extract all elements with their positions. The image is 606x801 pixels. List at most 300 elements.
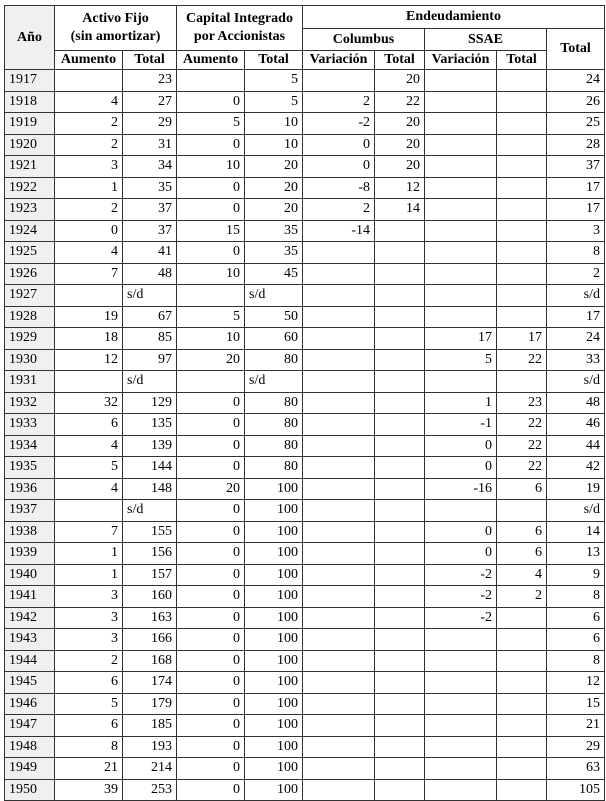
activo-fijo-aumento-cell: 8: [55, 736, 123, 758]
year-cell: 1925: [5, 242, 55, 264]
year-cell: 1927: [5, 285, 55, 307]
capital-aumento-cell: 5: [177, 306, 245, 328]
year-cell: 1918: [5, 91, 55, 113]
year-cell: 1936: [5, 478, 55, 500]
activo-fijo-aumento-cell: 4: [55, 435, 123, 457]
columbus-total-cell: [375, 263, 425, 285]
activo-fijo-aumento-cell: [55, 285, 123, 307]
ssae-total-cell: 6: [497, 478, 547, 500]
cap-aumento-header: Aumento: [177, 51, 245, 70]
activo-fijo-total-cell: 135: [123, 414, 177, 436]
total-cell: 48: [547, 392, 605, 414]
ssae-total-cell: [497, 91, 547, 113]
total-cell: 19: [547, 478, 605, 500]
table-row: [5, 629, 605, 651]
capital-aumento-cell: 0: [177, 177, 245, 199]
ssae-variacion-cell: [425, 306, 497, 328]
capital-aumento-cell: 0: [177, 715, 245, 737]
activo-fijo-aumento-cell: 12: [55, 349, 123, 371]
capital-total-cell: 80: [245, 457, 303, 479]
ssae-variacion-cell: [425, 650, 497, 672]
activo-fijo-aumento-cell: 19: [55, 306, 123, 328]
table-row: [5, 715, 605, 737]
capital-aumento-cell: 0: [177, 672, 245, 694]
columbus-total-cell: [375, 564, 425, 586]
ssae-total-cell: [497, 113, 547, 135]
columbus-variacion-header: Variación: [303, 51, 375, 70]
total-cell: s/d: [547, 371, 605, 393]
ssae-variacion-cell: [425, 220, 497, 242]
activo-fijo-total-cell: 174: [123, 672, 177, 694]
activo-fijo-total-cell: 29: [123, 113, 177, 135]
ssae-total-cell: [497, 220, 547, 242]
activo-fijo-total-cell: 163: [123, 607, 177, 629]
ssae-total-cell: 22: [497, 435, 547, 457]
activo-fijo-aumento-cell: 21: [55, 758, 123, 780]
year-cell: 1949: [5, 758, 55, 780]
columbus-variacion-cell: [303, 392, 375, 414]
total-cell: 3: [547, 220, 605, 242]
columbus-variacion-cell: [303, 414, 375, 436]
table-row: [5, 650, 605, 672]
total-cell: 17: [547, 306, 605, 328]
ssae-total-cell: [497, 715, 547, 737]
capital-total-cell: 20: [245, 199, 303, 221]
capital-aumento-cell: [177, 371, 245, 393]
year-cell: 1920: [5, 134, 55, 156]
columbus-variacion-cell: [303, 285, 375, 307]
ssae-variacion-cell: 5: [425, 349, 497, 371]
capital-total-cell: 10: [245, 134, 303, 156]
activo-fijo-aumento-cell: 2: [55, 199, 123, 221]
activo-fijo-total-cell: s/d: [123, 285, 177, 307]
endeudamiento-header: Endeudamiento: [303, 6, 605, 29]
activo-fijo-total-cell: 148: [123, 478, 177, 500]
total-cell: 26: [547, 91, 605, 113]
capital-total-cell: 80: [245, 435, 303, 457]
capital-total-cell: 100: [245, 650, 303, 672]
table-row: [5, 457, 605, 479]
columbus-variacion-cell: [303, 543, 375, 565]
activo-fijo-aumento-cell: [55, 500, 123, 522]
ssae-variacion-cell: [425, 500, 497, 522]
ssae-total-cell: [497, 672, 547, 694]
table-row: [5, 220, 605, 242]
columbus-variacion-cell: -14: [303, 220, 375, 242]
capital-total-cell: 100: [245, 543, 303, 565]
columbus-total-cell: [375, 371, 425, 393]
table-row: [5, 328, 605, 350]
capital-aumento-cell: 0: [177, 457, 245, 479]
ssae-variacion-cell: [425, 177, 497, 199]
activo-fijo-total-cell: 185: [123, 715, 177, 737]
ssae-variacion-cell: [425, 629, 497, 651]
activo-fijo-total-cell: 37: [123, 199, 177, 221]
capital-aumento-cell: 0: [177, 392, 245, 414]
total-cell: 63: [547, 758, 605, 780]
activo-fijo-total-cell: 193: [123, 736, 177, 758]
table-row: [5, 543, 605, 565]
ssae-total-cell: 23: [497, 392, 547, 414]
activo-fijo-total-cell: 168: [123, 650, 177, 672]
capital-aumento-cell: 15: [177, 220, 245, 242]
table-row: [5, 500, 605, 522]
activo-fijo-aumento-cell: 3: [55, 607, 123, 629]
total-cell: 24: [547, 70, 605, 92]
columbus-variacion-cell: 0: [303, 156, 375, 178]
activo-fijo-aumento-cell: [55, 371, 123, 393]
activo-fijo-total-cell: 23: [123, 70, 177, 92]
activo-fijo-total-cell: s/d: [123, 371, 177, 393]
ssae-variacion-cell: [425, 715, 497, 737]
columbus-variacion-cell: [303, 586, 375, 608]
capital-total-cell: 100: [245, 629, 303, 651]
total-cell: 6: [547, 607, 605, 629]
activo-fijo-total-cell: 144: [123, 457, 177, 479]
ssae-header: SSAE: [425, 29, 547, 51]
year-cell: 1932: [5, 392, 55, 414]
columbus-variacion-cell: [303, 349, 375, 371]
columbus-total-header: Total: [375, 51, 425, 70]
af-aumento-header: Aumento: [55, 51, 123, 70]
table-row: [5, 156, 605, 178]
table-row: [5, 478, 605, 500]
ssae-variacion-cell: 0: [425, 435, 497, 457]
columbus-variacion-cell: [303, 263, 375, 285]
ssae-variacion-cell: [425, 113, 497, 135]
ssae-variacion-cell: -2: [425, 607, 497, 629]
activo-fijo-total-cell: 34: [123, 156, 177, 178]
total-cell: 12: [547, 672, 605, 694]
columbus-variacion-cell: 2: [303, 91, 375, 113]
ssae-total-cell: [497, 758, 547, 780]
ssae-variacion-cell: -16: [425, 478, 497, 500]
activo-fijo-total-cell: 97: [123, 349, 177, 371]
ssae-total-cell: [497, 156, 547, 178]
ssae-total-header: Total: [497, 51, 547, 70]
table-row: [5, 70, 605, 92]
ssae-variacion-cell: [425, 134, 497, 156]
activo-fijo-total-cell: 37: [123, 220, 177, 242]
columbus-variacion-cell: [303, 371, 375, 393]
ssae-total-cell: [497, 779, 547, 801]
capital-aumento-cell: 0: [177, 414, 245, 436]
ssae-variacion-cell: -2: [425, 564, 497, 586]
columbus-total-cell: [375, 543, 425, 565]
columbus-total-cell: [375, 328, 425, 350]
ssae-variacion-cell: [425, 672, 497, 694]
capital-aumento-cell: 0: [177, 650, 245, 672]
capital-aumento-cell: 5: [177, 113, 245, 135]
columbus-total-cell: [375, 220, 425, 242]
total-cell: 17: [547, 199, 605, 221]
activo-fijo-total-cell: 157: [123, 564, 177, 586]
capital-total-cell: 20: [245, 156, 303, 178]
ssae-total-cell: [497, 199, 547, 221]
capital-aumento-cell: 10: [177, 263, 245, 285]
activo-fijo-header-line1: Activo Fijo: [82, 11, 149, 26]
total-cell: 44: [547, 435, 605, 457]
activo-fijo-aumento-cell: 2: [55, 650, 123, 672]
total-cell: 17: [547, 177, 605, 199]
columbus-variacion-cell: [303, 242, 375, 264]
activo-fijo-aumento-cell: 2: [55, 134, 123, 156]
activo-fijo-aumento-cell: 6: [55, 414, 123, 436]
columbus-variacion-cell: [303, 650, 375, 672]
activo-fijo-total-cell: 139: [123, 435, 177, 457]
columbus-total-cell: 20: [375, 113, 425, 135]
columbus-variacion-cell: [303, 736, 375, 758]
ssae-total-cell: [497, 693, 547, 715]
activo-fijo-total-cell: 27: [123, 91, 177, 113]
total-cell: s/d: [547, 500, 605, 522]
ssae-total-cell: 17: [497, 328, 547, 350]
table-row: [5, 91, 605, 113]
capital-header-line2: por Accionistas: [193, 29, 286, 44]
ssae-total-cell: [497, 177, 547, 199]
columbus-variacion-cell: [303, 328, 375, 350]
table-row: [5, 134, 605, 156]
af-total-header: Total: [123, 51, 177, 70]
total-cell: 15: [547, 693, 605, 715]
activo-fijo-aumento-cell: 7: [55, 263, 123, 285]
columbus-variacion-cell: [303, 478, 375, 500]
columbus-total-cell: [375, 349, 425, 371]
activo-fijo-total-cell: 160: [123, 586, 177, 608]
activo-fijo-header: [55, 6, 177, 51]
activo-fijo-aumento-cell: 0: [55, 220, 123, 242]
columbus-variacion-cell: 2: [303, 199, 375, 221]
activo-fijo-aumento-cell: 4: [55, 478, 123, 500]
capital-aumento-cell: 20: [177, 478, 245, 500]
capital-aumento-cell: 0: [177, 435, 245, 457]
activo-fijo-aumento-cell: 3: [55, 586, 123, 608]
capital-total-cell: 10: [245, 113, 303, 135]
capital-aumento-cell: 0: [177, 586, 245, 608]
capital-aumento-cell: 0: [177, 91, 245, 113]
capital-aumento-cell: 0: [177, 779, 245, 801]
table-row: [5, 113, 605, 135]
capital-header: [177, 6, 303, 51]
columbus-total-cell: [375, 435, 425, 457]
table-row: [5, 779, 605, 801]
capital-total-cell: 100: [245, 500, 303, 522]
year-cell: 1935: [5, 457, 55, 479]
ssae-total-cell: 4: [497, 564, 547, 586]
columbus-total-cell: 20: [375, 156, 425, 178]
activo-fijo-total-cell: 156: [123, 543, 177, 565]
year-cell: 1945: [5, 672, 55, 694]
columbus-variacion-cell: [303, 715, 375, 737]
capital-aumento-cell: 0: [177, 199, 245, 221]
ssae-variacion-cell: [425, 156, 497, 178]
columbus-variacion-cell: [303, 70, 375, 92]
capital-total-cell: 100: [245, 779, 303, 801]
total-cell: 9: [547, 564, 605, 586]
columbus-variacion-cell: -8: [303, 177, 375, 199]
table-row: [5, 349, 605, 371]
activo-fijo-aumento-cell: 7: [55, 521, 123, 543]
activo-fijo-total-cell: 31: [123, 134, 177, 156]
capital-aumento-cell: 20: [177, 349, 245, 371]
columbus-total-cell: [375, 392, 425, 414]
columbus-total-cell: [375, 500, 425, 522]
columbus-variacion-cell: 0: [303, 134, 375, 156]
total-cell: 42: [547, 457, 605, 479]
ssae-variacion-cell: [425, 371, 497, 393]
columbus-total-cell: [375, 521, 425, 543]
activo-fijo-aumento-cell: [55, 70, 123, 92]
year-header: Año: [5, 6, 55, 70]
header-row-3: [5, 51, 605, 70]
total-header: Total: [547, 29, 605, 70]
capital-total-cell: 5: [245, 91, 303, 113]
capital-total-cell: s/d: [245, 285, 303, 307]
table-row: [5, 521, 605, 543]
ssae-total-cell: 22: [497, 349, 547, 371]
activo-fijo-aumento-cell: 4: [55, 91, 123, 113]
ssae-total-cell: 6: [497, 521, 547, 543]
capital-total-cell: 20: [245, 177, 303, 199]
ssae-variacion-cell: [425, 199, 497, 221]
ssae-total-cell: [497, 500, 547, 522]
capital-aumento-cell: 0: [177, 500, 245, 522]
capital-aumento-cell: 0: [177, 564, 245, 586]
table-row: [5, 564, 605, 586]
year-cell: 1939: [5, 543, 55, 565]
activo-fijo-total-cell: 41: [123, 242, 177, 264]
ssae-total-cell: 22: [497, 457, 547, 479]
activo-fijo-total-cell: 48: [123, 263, 177, 285]
ssae-total-cell: [497, 306, 547, 328]
total-cell: 8: [547, 586, 605, 608]
ssae-variacion-cell: 0: [425, 457, 497, 479]
capital-aumento-cell: 10: [177, 156, 245, 178]
total-cell: 25: [547, 113, 605, 135]
capital-aumento-cell: 0: [177, 693, 245, 715]
columbus-total-cell: [375, 779, 425, 801]
table-row: [5, 285, 605, 307]
capital-aumento-cell: [177, 285, 245, 307]
table-row: [5, 736, 605, 758]
activo-fijo-total-cell: 155: [123, 521, 177, 543]
year-cell: 1946: [5, 693, 55, 715]
table-row: [5, 672, 605, 694]
year-cell: 1934: [5, 435, 55, 457]
ssae-variacion-header: Variación: [425, 51, 497, 70]
total-cell: 8: [547, 242, 605, 264]
capital-aumento-cell: 0: [177, 629, 245, 651]
table-body: [5, 70, 605, 801]
columbus-variacion-cell: [303, 672, 375, 694]
ssae-variacion-cell: [425, 736, 497, 758]
table-row: [5, 371, 605, 393]
ssae-variacion-cell: [425, 779, 497, 801]
ssae-total-cell: [497, 371, 547, 393]
activo-fijo-aumento-cell: 1: [55, 564, 123, 586]
columbus-total-cell: [375, 457, 425, 479]
activo-fijo-total-cell: 67: [123, 306, 177, 328]
ssae-total-cell: [497, 134, 547, 156]
capital-total-cell: 100: [245, 672, 303, 694]
ssae-variacion-cell: [425, 91, 497, 113]
year-cell: 1923: [5, 199, 55, 221]
cap-total-header: Total: [245, 51, 303, 70]
capital-total-cell: s/d: [245, 371, 303, 393]
activo-fijo-aumento-cell: 5: [55, 457, 123, 479]
capital-total-cell: 100: [245, 564, 303, 586]
ssae-variacion-cell: [425, 263, 497, 285]
year-cell: 1938: [5, 521, 55, 543]
table-row: [5, 306, 605, 328]
table-row: [5, 758, 605, 780]
columbus-total-cell: [375, 629, 425, 651]
activo-fijo-total-cell: 179: [123, 693, 177, 715]
columbus-total-cell: [375, 242, 425, 264]
activo-fijo-aumento-cell: 6: [55, 715, 123, 737]
table-row: [5, 199, 605, 221]
ssae-total-cell: 6: [497, 543, 547, 565]
capital-total-cell: 80: [245, 392, 303, 414]
columbus-total-cell: 12: [375, 177, 425, 199]
year-cell: 1942: [5, 607, 55, 629]
columbus-total-cell: 22: [375, 91, 425, 113]
ssae-total-cell: [497, 263, 547, 285]
capital-header-line1: Capital Integrado: [186, 11, 293, 26]
table-row: [5, 414, 605, 436]
capital-total-cell: 80: [245, 349, 303, 371]
capital-total-cell: 35: [245, 242, 303, 264]
capital-aumento-cell: 0: [177, 736, 245, 758]
columbus-variacion-cell: [303, 607, 375, 629]
columbus-variacion-cell: [303, 457, 375, 479]
total-cell: 28: [547, 134, 605, 156]
capital-total-cell: 100: [245, 736, 303, 758]
capital-aumento-cell: [177, 70, 245, 92]
columbus-total-cell: 14: [375, 199, 425, 221]
activo-fijo-aumento-cell: 32: [55, 392, 123, 414]
activo-fijo-aumento-cell: 1: [55, 543, 123, 565]
ssae-variacion-cell: -1: [425, 414, 497, 436]
total-cell: 24: [547, 328, 605, 350]
columbus-variacion-cell: [303, 435, 375, 457]
columbus-total-cell: [375, 607, 425, 629]
year-cell: 1948: [5, 736, 55, 758]
capital-total-cell: 35: [245, 220, 303, 242]
year-cell: 1943: [5, 629, 55, 651]
activo-fijo-total-cell: 166: [123, 629, 177, 651]
ssae-variacion-cell: 0: [425, 521, 497, 543]
columbus-total-cell: [375, 715, 425, 737]
columbus-total-cell: [375, 478, 425, 500]
columbus-total-cell: [375, 306, 425, 328]
columbus-variacion-cell: [303, 500, 375, 522]
capital-total-cell: 5: [245, 70, 303, 92]
columbus-total-cell: [375, 736, 425, 758]
activo-fijo-aumento-cell: 1: [55, 177, 123, 199]
activo-fijo-aumento-cell: 3: [55, 629, 123, 651]
capital-total-cell: 60: [245, 328, 303, 350]
total-cell: 46: [547, 414, 605, 436]
year-cell: 1929: [5, 328, 55, 350]
table-row: [5, 392, 605, 414]
year-cell: 1940: [5, 564, 55, 586]
columbus-total-cell: 20: [375, 70, 425, 92]
columbus-total-cell: [375, 650, 425, 672]
capital-total-cell: 100: [245, 478, 303, 500]
columbus-total-cell: [375, 414, 425, 436]
year-cell: 1921: [5, 156, 55, 178]
